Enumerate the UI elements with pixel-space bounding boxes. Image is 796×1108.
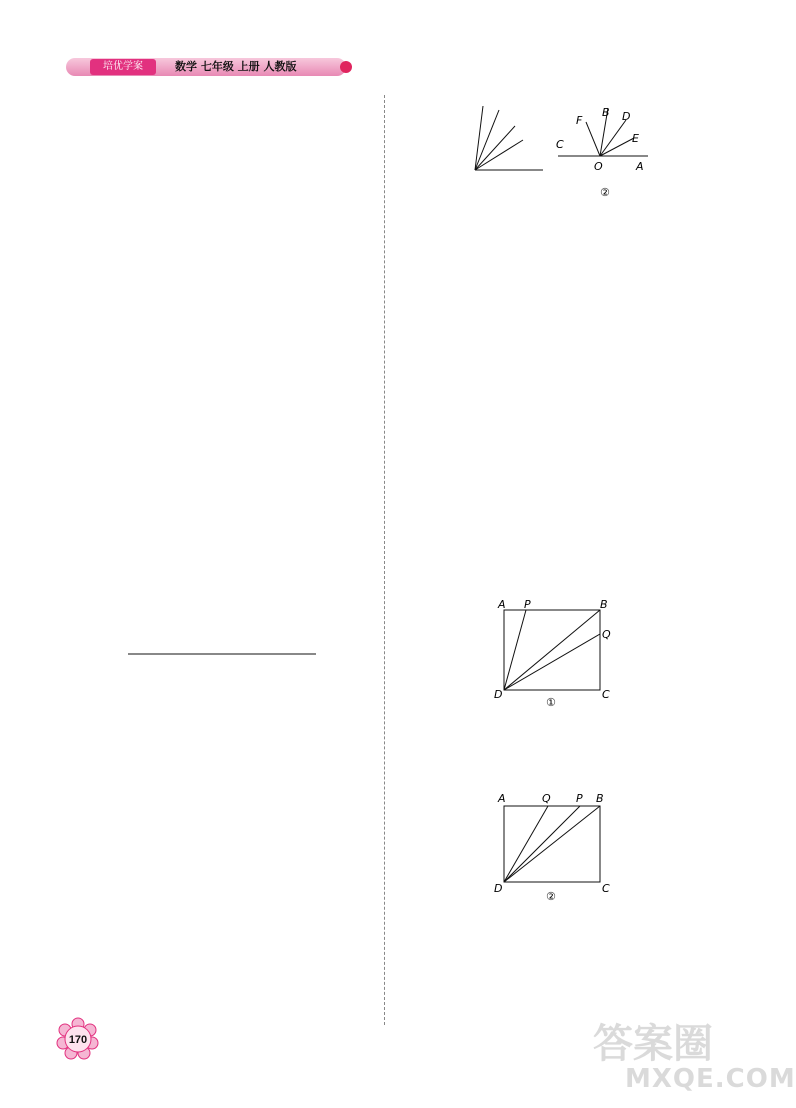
rect2-point-label: C <box>602 882 610 895</box>
angle-figure-1 <box>455 98 555 198</box>
rect2-caption: ② <box>546 890 556 903</box>
rect2-point-label: D <box>494 882 503 895</box>
rectangle-figure-1 <box>490 598 620 708</box>
rect2-point-label: P <box>576 792 583 805</box>
angle-fig2-point-label: F <box>576 114 583 127</box>
header-tag: 培优学案 <box>90 59 156 75</box>
watermark-line1: 答案圈 <box>593 1021 713 1067</box>
rect2-point-label: A <box>498 792 506 805</box>
angle-figure-2 <box>548 98 658 198</box>
angle-fig2-point-label: C <box>556 138 564 151</box>
angle-fig2-point-label: A <box>636 160 644 173</box>
rect2-point-label: Q <box>542 792 551 805</box>
header-dot <box>340 61 352 73</box>
angle-fig2-point-label: E <box>632 132 639 145</box>
angle-fig2-point-label: O <box>594 160 603 173</box>
rectangle-figure-2 <box>490 792 620 902</box>
angle-fig2-point-label: D <box>622 110 631 123</box>
watermark-logo <box>585 1010 796 1100</box>
angle-fig2-caption: ② <box>600 186 610 199</box>
page-number-badge <box>58 1018 98 1058</box>
header-info: 数学 七年级 上册 人教版 <box>175 60 297 73</box>
rect1-caption: ① <box>546 696 556 709</box>
rect1-point-label: Q <box>602 628 611 641</box>
page-number: 170 <box>68 1034 88 1046</box>
rect1-point-label: C <box>602 688 610 701</box>
rect1-point-label: B <box>600 598 608 611</box>
rect1-point-label: D <box>494 688 503 701</box>
column-divider <box>384 95 385 1025</box>
rect1-point-label: P <box>524 598 531 611</box>
segment-figure <box>118 648 328 672</box>
rect1-point-label: A <box>498 598 506 611</box>
watermark-line2: MXQE.COM <box>625 1064 796 1094</box>
angle-fig2-point-label: B <box>602 106 610 119</box>
rect2-point-label: B <box>596 792 604 805</box>
